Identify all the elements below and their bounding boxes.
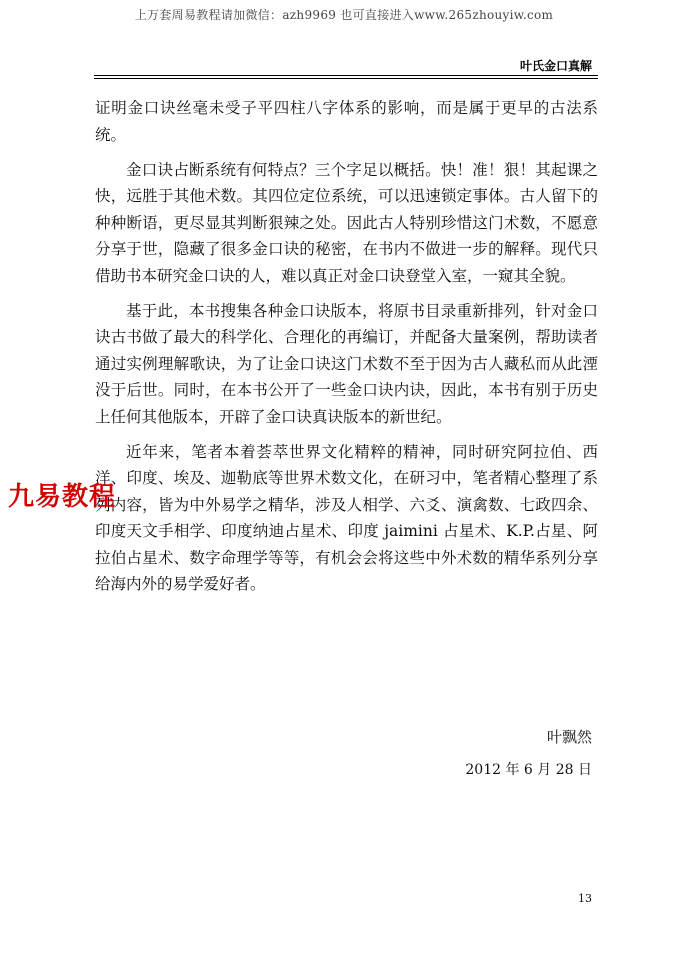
watermark-stamp: 九易教程: [8, 482, 117, 512]
body-text: [95, 95, 598, 606]
signature-date: 2012 年 6 月 28 日: [465, 762, 592, 778]
running-head: 叶氏金口真解: [519, 59, 592, 73]
paragraph-2: 金口诀占断系统有何特点？三个字足以概括。快！准！狠！其起课之快，远胜于其他术数。其四位定位系统，可以迅速锁定事体。古人留下的种种断语，更尽显其判断狠辣之处。因此古人特别珍惜这门术数，不愿意分享于世，隐藏了很多金口诀的秘密，在书内不做进一步的解释。现代只借助书本研究金口诀的人，难以真正对金口诀登堂入室，一窥其全貌。: [95, 160, 598, 285]
paragraph-3: 基于此，本书搜集各种金口诀版本，将原书目录重新排列，针对金口诀古书做了最大的科学化、合理化的再编订，并配备大量案例，帮助读者通过实例理解歌诀，为了让金口诀这门术数不至于因为古人藏私而从此湮没于后世。同时，在本书公开了一些金口诀内诀，因此，本书有别于历史上任何其他版本，开辟了金口诀真诀版本的新世纪。: [95, 301, 598, 426]
top-watermark: 上万套周易教程请加微信：azh9969 也可直接进入www.265zhouyiw.com: [134, 8, 554, 22]
author-signature: 叶飘然: [546, 728, 592, 746]
header-rule-bottom: [94, 78, 598, 79]
paragraph-4: 近年来，笔者本着荟萃世界文化精粹的精神，同时研究阿拉伯、西洋、印度、埃及、迦勒底等世界术数文化，在研习中，笔者精心整理了系列内容，皆为中外易学之精华，涉及人相学、六爻、演禽数、七政四余、印度天文手相学、印度纳迪占星术、印度 jaimini 占星术、K.P.占星、阿拉伯占星术、数字命理学等等，有机会会将这些中外术数的精华系列分享给海内外的易学爱好者。: [95, 442, 598, 593]
paragraph-1: 证明金口诀丝毫未受子平四柱八字体系的影响，而是属于更早的古法系统。: [95, 99, 598, 144]
page-number: 13: [578, 892, 592, 905]
header-rule-top: [94, 75, 598, 76]
